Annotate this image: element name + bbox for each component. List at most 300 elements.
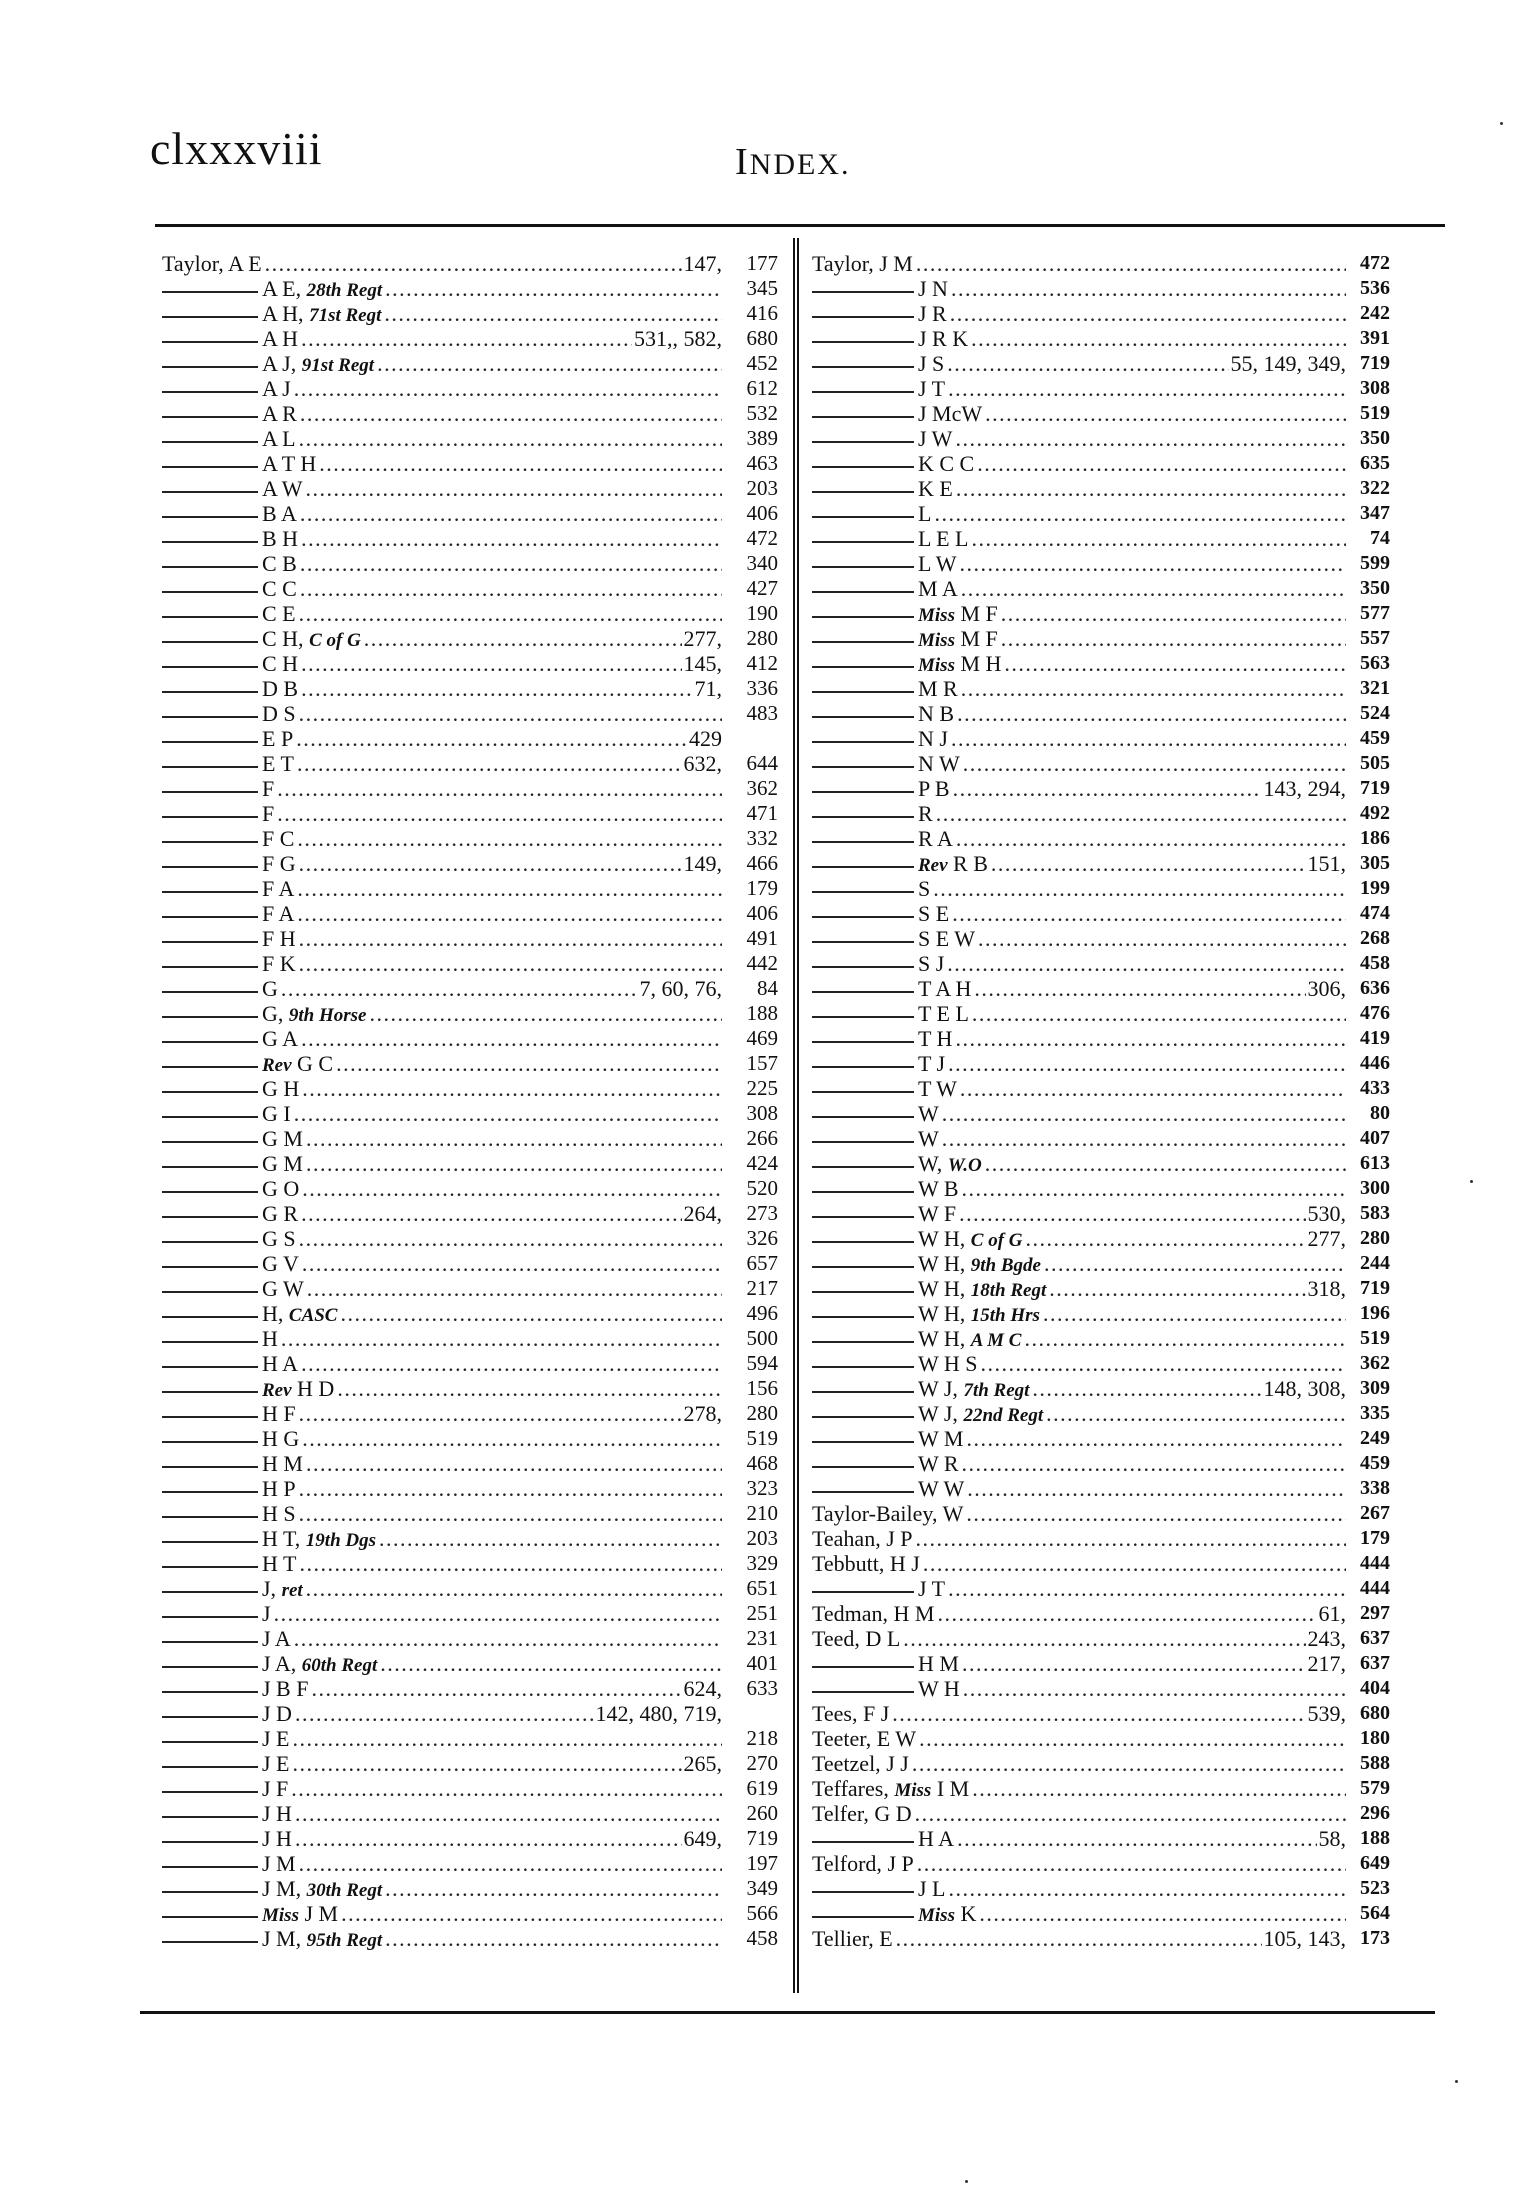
dot-leader xyxy=(985,401,1346,426)
index-entry xyxy=(162,801,778,826)
page-number-ref: 332 xyxy=(746,826,778,850)
entry-name xyxy=(262,776,274,801)
entry-name xyxy=(812,1926,893,1951)
index-entry xyxy=(812,1776,1390,1801)
entry-qualifier: C of G xyxy=(970,1230,1023,1251)
dot-leader xyxy=(306,1451,722,1476)
page-number-ref: 268 xyxy=(1360,927,1390,949)
page-number-ref: 476 xyxy=(1360,1002,1390,1024)
surname: Teeter, xyxy=(812,1726,877,1751)
initials: T E L xyxy=(918,1001,969,1026)
entry-name xyxy=(812,1751,909,1776)
index-entry xyxy=(162,1451,778,1476)
ditto-dash xyxy=(812,1841,914,1843)
initials: N B xyxy=(918,701,955,726)
initials: N J xyxy=(918,726,948,751)
entry-name xyxy=(812,251,913,276)
entry-name xyxy=(918,1151,982,1176)
initials: H G xyxy=(262,1426,300,1451)
index-entry xyxy=(162,676,778,701)
ditto-dash xyxy=(812,866,914,868)
index-entry xyxy=(162,501,778,526)
ditto-dash xyxy=(812,741,914,743)
ditto-dash xyxy=(162,1341,258,1343)
entry-name xyxy=(262,1051,333,1076)
ditto-dash xyxy=(162,1791,258,1793)
initials: E xyxy=(879,1926,893,1951)
page-number-ref: 329 xyxy=(746,1551,778,1575)
index-entry xyxy=(162,551,778,576)
initials: C C xyxy=(262,576,297,601)
page-number-ref: 179 xyxy=(746,876,778,900)
index-entry xyxy=(162,1251,778,1276)
entry-qualifier: W.O xyxy=(947,1155,982,1176)
entry-qualifier: ret xyxy=(281,1580,303,1601)
index-entry xyxy=(812,1276,1390,1301)
page-refs: 530, xyxy=(1307,1201,1346,1226)
initials: J M xyxy=(262,1851,296,1876)
entry-name xyxy=(262,1376,334,1401)
page-number-ref: 583 xyxy=(1360,1202,1390,1224)
dot-leader xyxy=(977,451,1346,476)
surname: Telford, xyxy=(812,1851,888,1876)
ditto-dash xyxy=(162,766,258,768)
surname: Tellier, xyxy=(812,1926,880,1951)
index-entry xyxy=(162,276,778,301)
initials: H A xyxy=(262,1351,299,1376)
index-entry xyxy=(812,1051,1390,1076)
entry-name xyxy=(262,801,274,826)
index-entry xyxy=(812,1326,1390,1351)
initials: D L xyxy=(865,1626,901,1651)
entry-name xyxy=(262,1176,299,1201)
index-entry xyxy=(812,1501,1390,1526)
page-number-ref: 173 xyxy=(1360,1927,1390,1949)
initials: J S xyxy=(918,351,945,376)
entry-name xyxy=(918,926,975,951)
print-speck xyxy=(1455,2080,1458,2083)
entry-name xyxy=(918,1326,1021,1351)
page-number-ref: 424 xyxy=(746,1151,778,1175)
initials: W H, xyxy=(918,1301,966,1326)
dot-leader xyxy=(341,1901,722,1926)
page-number-ref: 401 xyxy=(746,1651,778,1675)
entry-name xyxy=(918,1426,963,1451)
initials: J M xyxy=(879,251,913,276)
surname: Taylor, xyxy=(162,251,229,276)
page-number-ref: 335 xyxy=(1360,1402,1390,1424)
index-entry xyxy=(812,1026,1390,1051)
entry-name xyxy=(262,1401,296,1426)
page-number-ref: 644 xyxy=(746,751,778,775)
ditto-dash xyxy=(162,1041,258,1043)
dot-leader xyxy=(299,1401,682,1426)
page-number-ref: 719 xyxy=(1360,777,1390,799)
entry-name xyxy=(262,1226,296,1251)
entry-qualifier: 9th Horse xyxy=(288,1005,367,1026)
ditto-dash xyxy=(162,1066,258,1068)
page-number-ref: 619 xyxy=(746,1776,778,1800)
page-number-ref: 649 xyxy=(1360,1852,1390,1874)
dot-leader xyxy=(337,1376,722,1401)
page-refs: 7, 60, 76, xyxy=(639,976,722,1001)
ditto-dash xyxy=(162,1166,258,1168)
page-number-ref: 203 xyxy=(746,476,778,500)
dot-leader xyxy=(294,1101,722,1126)
ditto-dash xyxy=(162,1291,258,1293)
entry-name xyxy=(812,1601,935,1626)
page-number-ref: 459 xyxy=(1360,727,1390,749)
entry-title: Miss xyxy=(918,630,955,651)
index-entry xyxy=(812,726,1390,751)
entry-name xyxy=(918,901,949,926)
dot-leader xyxy=(297,826,722,851)
initials: W B xyxy=(918,1176,959,1201)
entry-qualifier: 28th Regt xyxy=(306,280,383,301)
entry-name xyxy=(918,576,958,601)
ditto-dash xyxy=(812,1016,914,1018)
index-entry xyxy=(812,1826,1390,1851)
page-number-ref: 231 xyxy=(746,1626,778,1650)
initials: P B xyxy=(918,776,950,801)
page-number-ref: 321 xyxy=(1360,677,1390,699)
initials: E W xyxy=(876,1726,917,1751)
entry-name xyxy=(262,951,296,976)
page-number-ref: 491 xyxy=(746,926,778,950)
entry-name xyxy=(262,1501,296,1526)
page-number-ref: 349 xyxy=(746,1876,778,1900)
entry-name xyxy=(918,451,974,476)
entry-title: Rev xyxy=(918,855,948,876)
entry-name xyxy=(262,1026,298,1051)
index-entry xyxy=(162,1001,778,1026)
initials: J P xyxy=(887,1851,914,1876)
dot-leader xyxy=(952,901,1346,926)
entry-qualifier: 19th Dgs xyxy=(305,1530,377,1551)
index-entry xyxy=(812,1526,1390,1551)
entry-name xyxy=(918,1226,1023,1251)
dot-leader xyxy=(962,1176,1346,1201)
page-number-ref: 612 xyxy=(746,376,778,400)
page-number-ref: 519 xyxy=(1360,402,1390,424)
entry-title: Miss xyxy=(918,655,955,676)
entry-name xyxy=(262,276,382,301)
ditto-dash xyxy=(812,1591,914,1593)
page-refs: 61, xyxy=(1318,1601,1346,1626)
ditto-dash xyxy=(812,766,914,768)
ditto-dash xyxy=(162,1441,258,1443)
index-entry xyxy=(812,1451,1390,1476)
dot-leader xyxy=(364,626,682,651)
ditto-dash xyxy=(812,1066,914,1068)
index-entry xyxy=(812,651,1390,676)
initials: E T xyxy=(262,751,294,776)
ditto-dash xyxy=(812,591,914,593)
entry-qualifier: 22nd Regt xyxy=(963,1405,1044,1426)
index-entry xyxy=(162,1726,778,1751)
initials: F J xyxy=(863,1701,890,1726)
page-number-ref: 458 xyxy=(746,1926,778,1950)
ditto-dash xyxy=(162,966,258,968)
print-speck xyxy=(1500,122,1503,125)
index-entry xyxy=(162,1751,778,1776)
initials: K C C xyxy=(918,451,975,476)
dot-leader xyxy=(960,551,1347,576)
entry-name xyxy=(918,326,968,351)
initials: J R K xyxy=(918,326,969,351)
page-number-ref: 197 xyxy=(746,1851,778,1875)
index-entry xyxy=(162,1551,778,1576)
entry-name xyxy=(262,551,297,576)
initials: W H, xyxy=(918,1251,966,1276)
entry-name xyxy=(262,1551,296,1576)
entry-qualifier: 60th Regt xyxy=(301,1655,378,1676)
ditto-dash xyxy=(162,866,258,868)
initials: J McW xyxy=(918,401,983,426)
initials: J M, xyxy=(262,1876,302,1901)
page-number-ref: 412 xyxy=(746,651,778,675)
index-entry xyxy=(812,926,1390,951)
ditto-dash xyxy=(812,1891,914,1893)
index-entry xyxy=(162,1351,778,1376)
page-number-ref: 427 xyxy=(746,576,778,600)
entry-name xyxy=(918,701,954,726)
entry-name xyxy=(918,1451,959,1476)
dot-leader xyxy=(957,1826,1316,1851)
entry-name xyxy=(918,501,931,526)
page-number-ref: 577 xyxy=(1360,602,1390,624)
ditto-dash xyxy=(812,491,914,493)
initials: C H xyxy=(262,651,299,676)
ditto-dash xyxy=(812,341,914,343)
dot-leader xyxy=(297,751,682,776)
initials: S E W xyxy=(918,926,976,951)
initials: A J, xyxy=(262,351,297,376)
surname: Teahan, xyxy=(812,1526,887,1551)
dot-leader xyxy=(274,1601,722,1626)
page-number-ref: 188 xyxy=(746,1001,778,1025)
index-entry xyxy=(162,1426,778,1451)
dot-leader xyxy=(949,1876,1347,1901)
page-number-ref: 404 xyxy=(1360,1677,1390,1699)
entry-name xyxy=(918,1201,956,1226)
index-entry xyxy=(812,1301,1390,1326)
ditto-dash xyxy=(162,416,258,418)
dot-leader xyxy=(972,1776,1346,1801)
dot-leader xyxy=(299,1476,722,1501)
entry-name xyxy=(918,951,944,976)
initials: A R xyxy=(262,401,297,426)
page-number-ref: 345 xyxy=(746,276,778,300)
dot-leader xyxy=(295,1701,594,1726)
dot-leader xyxy=(302,1426,722,1451)
ditto-dash xyxy=(162,1141,258,1143)
index-entry xyxy=(162,601,778,626)
ditto-dash xyxy=(812,391,914,393)
entry-title: Miss xyxy=(894,1780,932,1801)
initials: T J xyxy=(918,1051,946,1076)
surname: Taylor-Bailey, xyxy=(812,1501,943,1526)
index-entry xyxy=(812,876,1390,901)
dot-leader xyxy=(297,876,722,901)
initials: B H xyxy=(262,526,299,551)
ditto-dash xyxy=(812,841,914,843)
initials: W W xyxy=(918,1476,965,1501)
initials: G, xyxy=(262,1001,284,1026)
entry-name xyxy=(262,726,293,751)
initials: J M, xyxy=(262,1926,302,1951)
entry-name xyxy=(918,526,969,551)
entry-title: Miss xyxy=(918,1905,955,1926)
index-entry xyxy=(812,326,1390,351)
entry-name xyxy=(918,376,945,401)
index-entry xyxy=(162,1401,778,1426)
index-entry xyxy=(162,1576,778,1601)
index-entry xyxy=(812,826,1390,851)
page-number-ref: 347 xyxy=(1360,502,1390,524)
page-number-ref: 266 xyxy=(746,1126,778,1150)
entry-name xyxy=(262,851,296,876)
index-entry xyxy=(812,1001,1390,1026)
initials: H D xyxy=(297,1376,335,1401)
ditto-dash xyxy=(812,1491,914,1493)
index-entry xyxy=(812,676,1390,701)
entry-qualifier: C of G xyxy=(309,630,361,651)
initials: K xyxy=(960,1901,977,1926)
index-entry xyxy=(162,1926,778,1951)
index-entry xyxy=(162,1151,778,1176)
page-number-ref: 188 xyxy=(1360,1827,1390,1849)
entry-name xyxy=(262,751,294,776)
entry-name xyxy=(262,501,297,526)
page-number-ref: 613 xyxy=(1360,1152,1390,1174)
column-divider xyxy=(793,238,799,1993)
entry-name xyxy=(918,1026,952,1051)
surname: Teed, xyxy=(812,1626,866,1651)
dot-leader xyxy=(959,1201,1305,1226)
ditto-dash xyxy=(162,1816,258,1818)
entry-name xyxy=(918,876,930,901)
dot-leader xyxy=(1004,651,1346,676)
initials: I M xyxy=(936,1776,970,1801)
initials: C H, xyxy=(262,626,304,651)
ditto-dash xyxy=(162,466,258,468)
ditto-dash xyxy=(812,716,914,718)
index-entry xyxy=(162,576,778,601)
initials: W J, xyxy=(918,1401,958,1426)
initials: K E xyxy=(918,476,953,501)
index-entry xyxy=(812,426,1390,451)
index-entry xyxy=(812,1126,1390,1151)
entry-name xyxy=(918,1401,1043,1426)
index-entry xyxy=(812,376,1390,401)
index-entry xyxy=(162,626,778,651)
page-refs: 151, xyxy=(1307,851,1346,876)
page-number-ref: 719 xyxy=(1360,1277,1390,1299)
initials: A E, xyxy=(262,276,302,301)
initials: W H, xyxy=(918,1276,966,1301)
dot-leader xyxy=(300,576,722,601)
index-entry xyxy=(812,901,1390,926)
entry-name xyxy=(262,701,296,726)
page-number-ref: 637 xyxy=(1360,1627,1390,1649)
page-number-ref: 719 xyxy=(746,1826,778,1850)
ditto-dash xyxy=(162,1491,258,1493)
index-entry xyxy=(162,301,778,326)
page-number-ref: 210 xyxy=(746,1501,778,1525)
entry-title: Rev xyxy=(262,1380,292,1401)
ditto-dash xyxy=(162,816,258,818)
entry-name xyxy=(918,601,998,626)
index-entry xyxy=(162,1126,778,1151)
initials: J A, xyxy=(262,1651,297,1676)
index-entry xyxy=(812,1401,1390,1426)
index-entry xyxy=(812,1926,1390,1951)
entry-name xyxy=(262,1576,303,1601)
ditto-dash xyxy=(812,1666,914,1668)
entry-name xyxy=(262,1776,288,1801)
index-entry xyxy=(812,1151,1390,1176)
entry-name xyxy=(262,451,316,476)
entry-name xyxy=(918,1676,960,1701)
page-number-ref: 433 xyxy=(1360,1077,1390,1099)
page-refs: 58, xyxy=(1318,1826,1346,1851)
page-number-ref: 523 xyxy=(1360,1877,1390,1899)
entry-name xyxy=(262,526,298,551)
ditto-dash xyxy=(812,1041,914,1043)
index-entry xyxy=(162,1526,778,1551)
entry-name xyxy=(812,1501,963,1526)
entry-name xyxy=(918,1901,976,1926)
entry-name xyxy=(262,876,294,901)
surname: Tees, xyxy=(812,1701,863,1726)
dot-leader xyxy=(972,526,1347,551)
initials: W H S xyxy=(918,1351,978,1376)
dot-leader xyxy=(919,1726,1346,1751)
index-entry xyxy=(812,1476,1390,1501)
page-number-ref: 680 xyxy=(1360,1702,1390,1724)
index-entry xyxy=(162,1826,778,1851)
entry-name xyxy=(918,676,958,701)
page-number-ref: 326 xyxy=(746,1226,778,1250)
entry-name xyxy=(262,1651,377,1676)
entry-name xyxy=(262,1751,290,1776)
entry-name xyxy=(262,1251,299,1276)
entry-name xyxy=(812,1801,912,1826)
index-entry xyxy=(812,251,1390,276)
page-number: clxxxviii xyxy=(150,123,323,174)
dot-leader xyxy=(953,776,1262,801)
dot-leader xyxy=(1044,1251,1346,1276)
dot-leader xyxy=(912,1751,1346,1776)
entry-name xyxy=(918,851,988,876)
initials: G O xyxy=(262,1176,300,1201)
initials: G M xyxy=(262,1151,303,1176)
entry-name xyxy=(262,426,296,451)
entry-qualifier: 71st Regt xyxy=(309,305,382,326)
dot-leader xyxy=(938,1601,1317,1626)
initials: M F xyxy=(960,601,998,626)
ditto-dash xyxy=(812,791,914,793)
index-column-right xyxy=(812,251,1390,1951)
page-number-ref: 557 xyxy=(1360,627,1390,649)
index-entry xyxy=(812,1376,1390,1401)
dot-leader xyxy=(951,726,1346,751)
initials: J B F xyxy=(262,1676,309,1701)
ditto-dash xyxy=(162,516,258,518)
page-number-ref: 305 xyxy=(1360,852,1390,874)
entry-qualifier: 15th Hrs xyxy=(970,1305,1040,1326)
